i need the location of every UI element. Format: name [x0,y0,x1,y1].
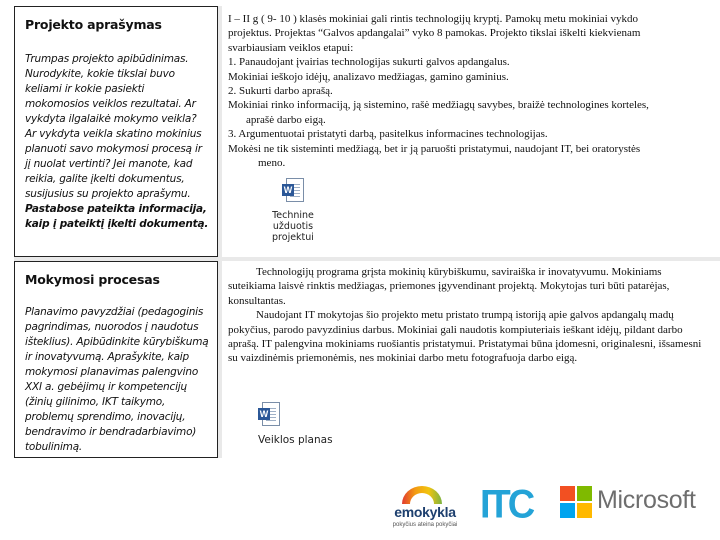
learning-process-prompt-cell [14,261,218,458]
instructions-bold-note: Pastabose pateikta informacija, kaip į pateiktį įkelti dokumentą. [25,203,209,230]
learning-process-text: Technologijų programa grįsta mokinių kūrybiškumu, saviraiška ir inovatyvumu. Mokiniams suteikiama laisvė rinktis medžiagas, priemones įgyvendinant projektą. Mokytojas turi būti patarėjas, konsultantas. Naudojant IT mokytojas šio projekto metu pristato trumpą istoriją apie galvos apdangalų madų pokyčius, parodo pavyzdinius darbus. Mokiniai gali naudotis kompiuteriais ieškant idėjų, pildant darbo aprašą. IT palengvina mokiniams ruošiantis pristatymui. Pristatymai būna įdomesni, originalesni, išsamesni su vaizdinėmis priemonėmis, nes mokiniai darbo metu fotografuoja darbo eigą. [228,266,702,365]
description-text: I – II g ( 9- 10 ) klasės mokiniai gali rintis technologijų kryptį. Pamokų metu mokiniai vykdo projektus. Projektas “Galvos apdangalai” vyko 8 pamokas. Projekto tikslai iškelti kiekvienam svarbiausiam veiklos etapui: 1. Panaudojant įvairias technologijas sukurti galvos apdangalus. Mokiniai ieškojo idėjų, analizavo medžiagas, gamino gaminius. 2. Sukurti darbo aprašą. Mokiniai rinko informaciją, ją sistemino, rašė medžiagų savybes, braižė technologines korteles, aprašė darbo eigą. 3. Argumentuotai pristatyti darbą, pasitelkus informacines technologijas. Mokėsi ne tik sisteminti medžiagą, bet ir ją paruošti pristatymui, naudojant IT, bei oratorystės meno. [228,13,649,170]
itc-logo: ITC [480,482,533,528]
activity-plan-attachment[interactable] [258,402,348,446]
section-heading: Mokymosi procesas [25,272,160,287]
technical-task-attachment[interactable] [258,178,328,243]
section-heading: Projekto aprašymas [25,17,162,32]
learning-process-instructions: Planavimo pavyzdžiai (pedagoginis pagrindimas, nuorodos į naudotus išteklius). Apibūdinkite kūrybiškumą ir inovatyvumą. Aprašykite, kaip mokymosi planavimas palengvino XXI a. gebėjimų ir kompetencijų (žinių gilinimo, IKT taikymo, problemų sprendimo, inovacijų, bendravimo ir bendradarbiavimo) tobulinimą. [25,306,209,453]
word-document-icon[interactable]: W [282,178,304,204]
rainbow-arc-icon [402,486,442,504]
description-prompt-cell [14,6,218,257]
footer-logos [0,458,720,540]
microsoft-wordmark: Microsoft [597,486,696,514]
word-document-icon[interactable]: W [258,402,280,428]
attachment-caption: Technine užduotis projektui [272,210,314,243]
attachment-caption: Veiklos planas [258,434,333,446]
microsoft-windows-icon [560,486,592,518]
description-instructions: Trumpas projekto apibūdinimas. Nurodykite, kokie tikslai buvo keliami ir kokie pasiekti mokomosios veiklos rezultatai. Ar vykdyta ilgalaikė mokymo veikla? Ar vykdyta veikla skatino mokinius planuoti savo mokymosi procesą ir jį nuolat vertinti? Jei manote, kad reikia, galite įkelti dokumentus, susijusius su projekto aprašymu. Pastabose pateikta informacija, kaip į pateiktį įkelti dokumentą. [25,53,209,230]
emokykla-logo: emokykla pokyčius ateina pokyčiai [386,486,464,536]
